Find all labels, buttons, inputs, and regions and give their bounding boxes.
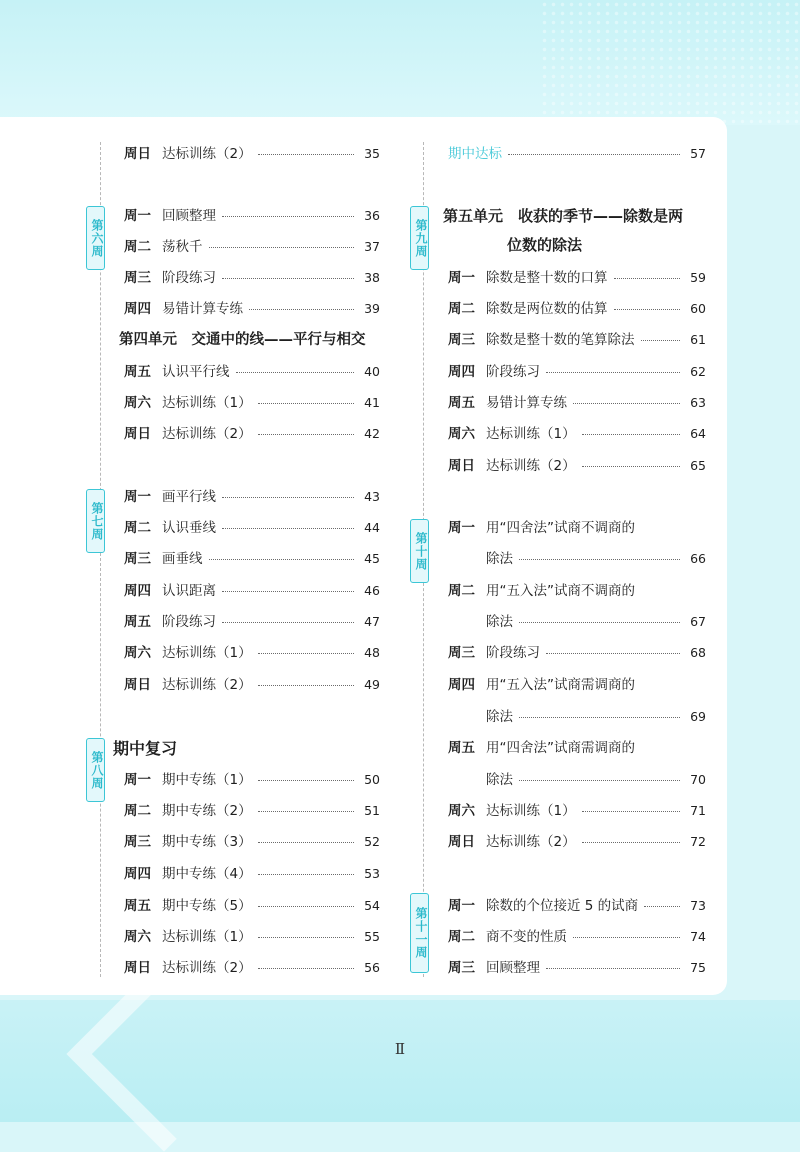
entry-page: 41	[364, 395, 380, 410]
entry-title: 达标训练（2）	[162, 426, 252, 442]
toc-entry[interactable]	[448, 894, 706, 914]
midterm-review-title[interactable]: 期中复习	[113, 739, 178, 758]
entry-title: 达标训练（1）	[162, 929, 252, 945]
entry-day: 周日	[124, 677, 151, 693]
entry-day: 周四	[124, 583, 151, 599]
toc-entry[interactable]	[448, 328, 706, 348]
entry-day: 周三	[124, 270, 151, 286]
entry-title: 期中专练（3）	[162, 834, 252, 850]
entry-day: 周三	[448, 332, 475, 348]
toc-entry[interactable]	[448, 579, 706, 599]
entry-day: 周四	[124, 301, 151, 317]
entry-page: 67	[690, 614, 706, 629]
entry-title: 期中专练（4）	[162, 866, 252, 882]
toc-entry[interactable]	[124, 956, 380, 976]
entry-title: 回顾整理	[486, 960, 540, 976]
entry-page: 47	[364, 614, 380, 629]
entry-day: 周一	[448, 898, 475, 914]
entry-page: 54	[364, 898, 380, 913]
entry-title: 用“四舍法”试商需调商的	[486, 740, 635, 756]
toc-entry[interactable]	[448, 956, 706, 976]
toc-entry[interactable]	[124, 673, 380, 693]
unit-4-title[interactable]: 第四单元 交通中的线——平行与相交	[119, 332, 366, 348]
entry-day: 周二	[124, 803, 151, 819]
entry-day: 周一	[124, 208, 151, 224]
entry-title: 阶段练习	[162, 270, 216, 286]
entry-title: 除数是两位数的估算	[486, 301, 608, 317]
toc-entry-continued[interactable]	[486, 610, 706, 630]
dot-leader	[222, 497, 354, 498]
dot-leader	[641, 340, 681, 341]
entry-day: 周五	[124, 898, 151, 914]
week-tag-11: 第十一周	[410, 893, 429, 973]
entry-page: 43	[364, 489, 380, 504]
entry-page: 59	[690, 270, 706, 285]
entry-page: 60	[690, 301, 706, 316]
entry-day: 周六	[124, 929, 151, 945]
entry-title: 易错计算专练	[162, 301, 243, 317]
week-tag-6: 第六周	[86, 206, 105, 270]
entry-page: 71	[690, 803, 706, 818]
dot-leader	[209, 247, 355, 248]
week-tag-8: 第八周	[86, 738, 105, 802]
entry-title: 除数是整十数的笔算除法	[486, 332, 635, 348]
entry-day: 周五	[448, 395, 475, 411]
entry-title: 荡秋千	[162, 239, 203, 255]
entry-day: 周二	[124, 239, 151, 255]
entry-day: 周六	[124, 645, 151, 661]
entry-title: 达标训练（2）	[162, 146, 252, 162]
toc-entry[interactable]	[124, 422, 380, 442]
unit-5-title[interactable]: 第五单元 收获的季节——除数是两	[443, 207, 684, 225]
entry-page: 69	[690, 709, 706, 724]
toc-entry-continued[interactable]	[486, 768, 706, 788]
entry-day: 周一	[448, 520, 475, 536]
entry-title: 达标训练（1）	[486, 426, 576, 442]
dot-leader	[519, 780, 680, 781]
dot-leader	[519, 622, 680, 623]
entry-page: 53	[364, 866, 380, 881]
toc-entry-midterm-target[interactable]	[448, 142, 706, 162]
toc-entry[interactable]	[124, 862, 380, 882]
entry-title: 期中专练（1）	[162, 772, 252, 788]
entry-title: 用“五入法”试商不调商的	[486, 583, 635, 599]
entry-day: 周三	[448, 645, 475, 661]
entry-page: 42	[364, 426, 380, 441]
entry-page: 65	[690, 458, 706, 473]
dot-leader	[258, 874, 354, 875]
entry-page: 38	[364, 270, 380, 285]
entry-day: 周二	[448, 301, 475, 317]
entry-title: 易错计算专练	[486, 395, 567, 411]
dot-leader	[258, 811, 354, 812]
entry-page: 40	[364, 364, 380, 379]
toc-entry[interactable]	[124, 485, 380, 505]
entry-page: 36	[364, 208, 380, 223]
toc-entry[interactable]	[448, 516, 706, 536]
dot-leader	[258, 154, 354, 155]
toc-entry[interactable]	[124, 925, 380, 945]
entry-page: 48	[364, 645, 380, 660]
dot-leader	[614, 309, 681, 310]
dot-leader	[222, 528, 354, 529]
entry-page: 44	[364, 520, 380, 535]
entry-day: 周六	[448, 426, 475, 442]
dot-leader	[519, 559, 680, 560]
entry-day: 周四	[124, 866, 151, 882]
entry-title: 除数的个位接近 5 的试商	[486, 898, 639, 914]
entry-title: 阶段练习	[486, 645, 540, 661]
entry-title: 达标训练（2）	[162, 960, 252, 976]
toc-entry[interactable]	[124, 641, 380, 661]
week-tag-7: 第七周	[86, 489, 105, 553]
week-tag-9: 第九周	[410, 206, 429, 270]
entry-day: 周日	[448, 458, 475, 474]
entry-page: 49	[364, 677, 380, 692]
entry-title: 认识平行线	[162, 364, 230, 380]
entry-page: 75	[690, 960, 706, 975]
entry-page: 73	[690, 898, 706, 913]
dot-leader	[222, 278, 354, 279]
entry-title: 用“五入法”试商需调商的	[486, 677, 635, 693]
toc-entry[interactable]	[448, 297, 706, 317]
dot-leader	[614, 278, 681, 279]
dot-leader	[236, 372, 355, 373]
toc-entry[interactable]	[124, 204, 380, 224]
dot-leader	[546, 968, 680, 969]
toc-entry[interactable]	[448, 830, 706, 850]
entry-title: 商不变的性质	[486, 929, 567, 945]
toc-entry[interactable]	[448, 673, 706, 693]
dot-leader	[573, 403, 680, 404]
entry-title: 达标训练（1）	[486, 803, 576, 819]
toc-entry[interactable]	[448, 360, 706, 380]
dot-leader	[582, 466, 680, 467]
entry-page: 66	[690, 551, 706, 566]
dot-leader	[644, 906, 680, 907]
toc-entry[interactable]	[448, 422, 706, 442]
entry-page: 61	[690, 332, 706, 347]
toc-entry-continued[interactable]	[486, 547, 706, 567]
toc-entry[interactable]	[448, 391, 706, 411]
dot-leader	[546, 372, 680, 373]
entry-day: 周一	[124, 489, 151, 505]
dot-leader	[508, 154, 680, 155]
entry-page: 55	[364, 929, 380, 944]
entry-page: 72	[690, 834, 706, 849]
entry-page: 50	[364, 772, 380, 787]
entry-page: 62	[690, 364, 706, 379]
entry-day: 周五	[124, 614, 151, 630]
entry-page: 64	[690, 426, 706, 441]
entry-title: 认识垂线	[162, 520, 216, 536]
entry-day: 周一	[448, 270, 475, 286]
toc-entry[interactable]	[124, 768, 380, 788]
toc-entry[interactable]	[448, 454, 706, 474]
entry-day: 周日	[124, 426, 151, 442]
dot-leader	[546, 653, 680, 654]
toc-entry[interactable]	[124, 142, 380, 162]
dot-leader	[258, 968, 354, 969]
entry-title: 认识距离	[162, 583, 216, 599]
entry-title: 达标训练（2）	[486, 834, 576, 850]
toc-entry[interactable]	[448, 736, 706, 756]
entry-title: 画平行线	[162, 489, 216, 505]
dot-leader	[573, 937, 680, 938]
unit-5-title-continued: 位数的除法	[507, 236, 583, 254]
toc-entry[interactable]	[448, 925, 706, 945]
entry-title-continued: 除法	[486, 709, 513, 725]
entry-page: 70	[690, 772, 706, 787]
entry-page: 51	[364, 803, 380, 818]
entry-page: 37	[364, 239, 380, 254]
entry-page: 52	[364, 834, 380, 849]
toc-entry[interactable]	[124, 830, 380, 850]
dot-leader	[582, 842, 680, 843]
entry-title: 达标训练（1）	[162, 395, 252, 411]
entry-page: 68	[690, 645, 706, 660]
dot-leader	[258, 653, 354, 654]
entry-title: 达标训练（2）	[486, 458, 576, 474]
entry-day: 周五	[448, 740, 475, 756]
entry-page: 74	[690, 929, 706, 944]
entry-title: 期中达标	[448, 146, 502, 162]
entry-day: 周六	[124, 395, 151, 411]
entry-title: 除数是整十数的口算	[486, 270, 608, 286]
toc-entry[interactable]	[124, 610, 380, 630]
toc-entry[interactable]	[124, 391, 380, 411]
entry-title: 画垂线	[162, 551, 203, 567]
toc-entry[interactable]	[124, 547, 380, 567]
entry-page: 39	[364, 301, 380, 316]
entry-day: 周四	[448, 364, 475, 380]
dot-leader	[258, 842, 354, 843]
entry-title-continued: 除法	[486, 551, 513, 567]
entry-title-continued: 除法	[486, 614, 513, 630]
entry-day: 周三	[124, 551, 151, 567]
entry-title: 阶段练习	[162, 614, 216, 630]
toc-entry[interactable]	[124, 516, 380, 536]
toc-entry[interactable]	[124, 579, 380, 599]
entry-title: 达标训练（2）	[162, 677, 252, 693]
toc-entry[interactable]	[124, 894, 380, 914]
entry-day: 周一	[124, 772, 151, 788]
entry-day: 周二	[448, 583, 475, 599]
dot-leader	[222, 591, 354, 592]
toc-entry[interactable]	[448, 799, 706, 819]
toc-entry[interactable]	[124, 360, 380, 380]
entry-page: 46	[364, 583, 380, 598]
dot-leader	[258, 906, 354, 907]
toc-entry[interactable]	[448, 266, 706, 286]
entry-day: 周日	[124, 146, 151, 162]
dot-leader	[582, 811, 680, 812]
entry-day: 周四	[448, 677, 475, 693]
dot-leader	[258, 685, 354, 686]
entry-page: 57	[690, 146, 706, 161]
entry-page: 45	[364, 551, 380, 566]
week-tag-10: 第十周	[410, 519, 429, 583]
entry-title: 期中专练（2）	[162, 803, 252, 819]
dot-leader	[222, 622, 354, 623]
top-background-pattern	[540, 0, 800, 125]
entry-day: 周五	[124, 364, 151, 380]
dot-leader	[519, 717, 680, 718]
dot-leader	[249, 309, 354, 310]
dot-leader	[258, 434, 354, 435]
entry-day: 周日	[124, 960, 151, 976]
entry-title-continued: 除法	[486, 772, 513, 788]
dot-leader	[258, 780, 354, 781]
toc-entry[interactable]	[124, 297, 380, 317]
dot-leader	[258, 403, 354, 404]
toc-entry-continued[interactable]	[486, 705, 706, 725]
entry-page: 56	[364, 960, 380, 975]
dot-leader	[209, 559, 355, 560]
entry-title: 达标训练（1）	[162, 645, 252, 661]
entry-day: 周二	[124, 520, 151, 536]
entry-day: 周三	[448, 960, 475, 976]
entry-day: 周三	[124, 834, 151, 850]
page-number: Ⅱ	[394, 1040, 406, 1058]
entry-day: 周日	[448, 834, 475, 850]
entry-page: 63	[690, 395, 706, 410]
dot-leader	[258, 937, 354, 938]
toc-entry[interactable]	[124, 266, 380, 286]
toc-entry[interactable]	[124, 799, 380, 819]
entry-title: 期中专练（5）	[162, 898, 252, 914]
toc-entry[interactable]	[124, 235, 380, 255]
entry-title: 用“四舍法”试商不调商的	[486, 520, 635, 536]
entry-day: 周二	[448, 929, 475, 945]
toc-entry[interactable]	[448, 641, 706, 661]
dot-leader	[582, 434, 680, 435]
dot-leader	[222, 216, 354, 217]
entry-title: 阶段练习	[486, 364, 540, 380]
entry-page: 35	[364, 146, 380, 161]
entry-day: 周六	[448, 803, 475, 819]
entry-title: 回顾整理	[162, 208, 216, 224]
